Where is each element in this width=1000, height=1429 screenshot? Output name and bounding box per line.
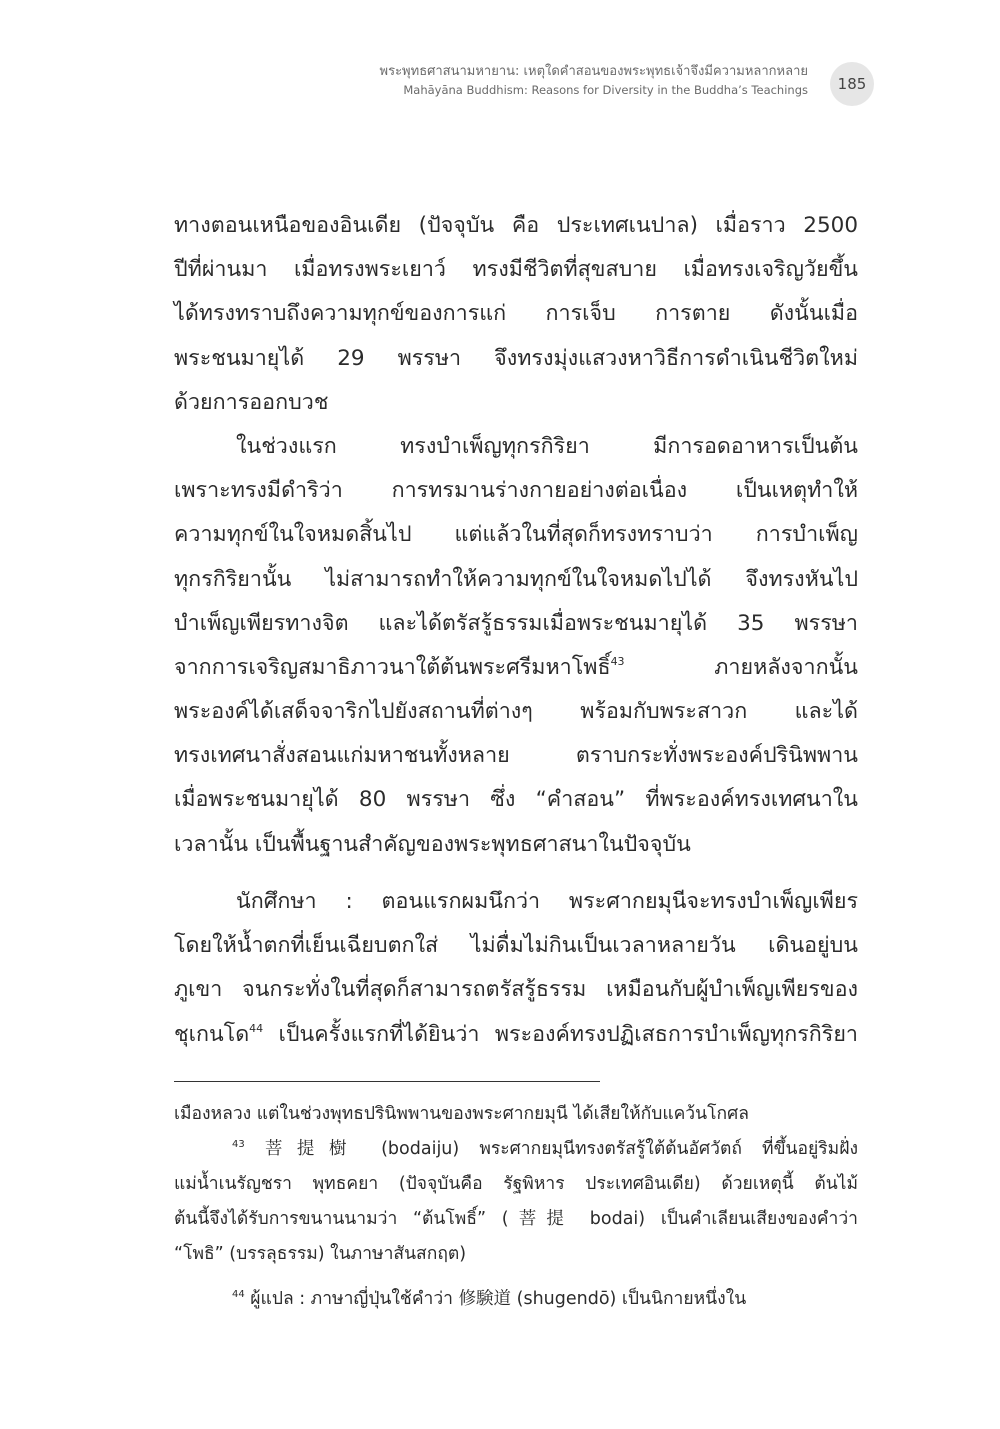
text-line: พระองค์ได้เสด็จจาริกไปยังสถานที่ต่างๆ พร้อมกับพระสาวก และได้: [174, 699, 858, 725]
footnote-text: ผู้แปล : ภาษาญี่ปุ่นใช้คำว่า 修験道 (shugendō) เป็นนิกายหนึ่งใน: [244, 1289, 747, 1309]
text-line: นักศึกษา : ตอนแรกผมนึกว่า พระศากยมุนีจะทรงบำเพ็ญเพียร: [236, 889, 858, 914]
text-line: ภูเขา จนกระทั่งในที่สุดก็สามารถตรัสรู้ธรรม เหมือนกับผู้บำเพ็ญเพียรของ: [174, 977, 858, 1003]
header-title-english: Mahāyāna Buddhism: Reasons for Diversity in the Buddha’s Teachings: [403, 83, 808, 97]
text-line: เวลานั้น เป็นพื้นฐานสำคัญของพระพุทธศาสนาในปัจจุบัน: [174, 831, 691, 857]
footnote-divider: [174, 1081, 600, 1082]
text-line: ทางตอนเหนือของอินเดีย (ปัจจุบัน คือ ประเทศเนปาล) เมื่อราว 2500: [174, 213, 858, 238]
text-line: ได้ทรงทราบถึงความทุกข์ของการแก่ การเจ็บ การตาย ดังนั้นเมื่อ: [174, 301, 858, 327]
text-line: เมื่อพระชนมายุได้ 80 พรรษา ซึ่ง “คำสอน” ที่พระองค์ทรงเทศนาใน: [174, 787, 858, 813]
dialogue-paragraph: [174, 880, 858, 1057]
footnote-43: [174, 1132, 858, 1167]
text-line-with-footnote-ref: [174, 646, 858, 690]
text-segment: ภายหลังจากนั้น: [624, 654, 858, 680]
page-number-badge: 185: [830, 62, 874, 106]
header-title-thai: พระพุทธศาสนามหายาน: เหตุใดคำสอนของพระพุทธเจ้าจึงมีความหลากหลาย: [379, 64, 808, 79]
text-segment: จากการเจริญสมาธิภาวนาใต้ต้นพระศรีมหาโพธิ์: [174, 654, 611, 680]
text-line: ในช่วงแรก ทรงบำเพ็ญทุกรกิริยา มีการอดอาหารเป็นต้น: [236, 433, 858, 459]
text-line: ความทุกข์ในใจหมดสิ้นไป แต่แล้วในที่สุดก็ทรงทราบว่า การบำเพ็ญ: [174, 522, 858, 548]
text-line: บำเพ็ญเพียรทางจิต และได้ตรัสรู้ธรรมเมื่อพระชนมายุได้ 35 พรรษา: [174, 610, 858, 636]
footnote-44: [174, 1282, 858, 1317]
text-line: พระชนมายุได้ 29 พรรษา จึงทรงมุ่งแสวงหาวิธีการดำเนินชีวิตใหม่: [174, 345, 858, 371]
footnote-text-line: ต้นนี้จึงได้รับการขนานนามว่า “ต้นโพธิ์” (菩提 bodai) เป็นคำเลียนเสียงของคำว่า: [174, 1209, 858, 1229]
text-line: ด้วยการออกบวช: [174, 389, 329, 415]
text-line-with-footnote-ref: [174, 1013, 858, 1057]
footnote-number: 44: [232, 1289, 245, 1300]
text-line: ปีที่ผ่านมา เมื่อทรงพระเยาว์ ทรงมีชีวิตที่สุขสบาย เมื่อทรงเจริญวัยขึ้น: [174, 257, 858, 283]
text-segment: ชุเกนโด: [174, 1021, 250, 1047]
footnote-ref-44[interactable]: 44: [249, 1021, 264, 1035]
footnote-text: 菩提樹 (bodaiju) พระศากยมุนีทรงตรัสรู้ใต้ต้นอัศวัตถ์ ที่ขึ้นอยู่ริมฝั่ง: [244, 1139, 858, 1159]
footnote-ref-43[interactable]: 43: [610, 654, 625, 668]
running-header: [0, 62, 808, 99]
footnote-number: 43: [232, 1139, 245, 1150]
footnote-continued: เมืองหลวง แต่ในช่วงพุทธปรินิพพานของพระศากยมุนี ได้เสียให้กับแคว้นโกศล: [174, 1104, 749, 1124]
footnote-text-line: “โพธิ” (บรรลุธรรม) ในภาษาสันสกฤต): [174, 1244, 467, 1264]
footnote-text-line: แม่น้ำเนรัญชรา พุทธคยา (ปัจจุบันคือ รัฐพิหาร ประเทศอินเดีย) ด้วยเหตุนี้ ต้นไม้: [174, 1174, 858, 1194]
main-text: [174, 204, 858, 867]
text-segment: เป็นครั้งแรกที่ได้ยินว่า พระองค์ทรงปฏิเสธการบำเพ็ญทุกรกิริยา: [263, 1021, 858, 1047]
text-line: โดยให้น้ำตกที่เย็นเฉียบตกใส่ ไม่ดื่มไม่กินเป็นเวลาหลายวัน เดินอยู่บน: [174, 933, 858, 959]
text-line: ทุกรกิริยานั้น ไม่สามารถทำให้ความทุกข์ในใจหมดไปได้ จึงทรงหันไป: [174, 566, 858, 592]
footnotes: [174, 1097, 858, 1317]
text-line: ทรงเทศนาสั่งสอนแก่มหาชนทั้งหลาย ตราบกระทั่งพระองค์ปรินิพพาน: [174, 743, 858, 769]
text-line: เพราะทรงมีดำริว่า การทรมานร่างกายอย่างต่อเนื่อง เป็นเหตุทำให้: [174, 478, 858, 504]
